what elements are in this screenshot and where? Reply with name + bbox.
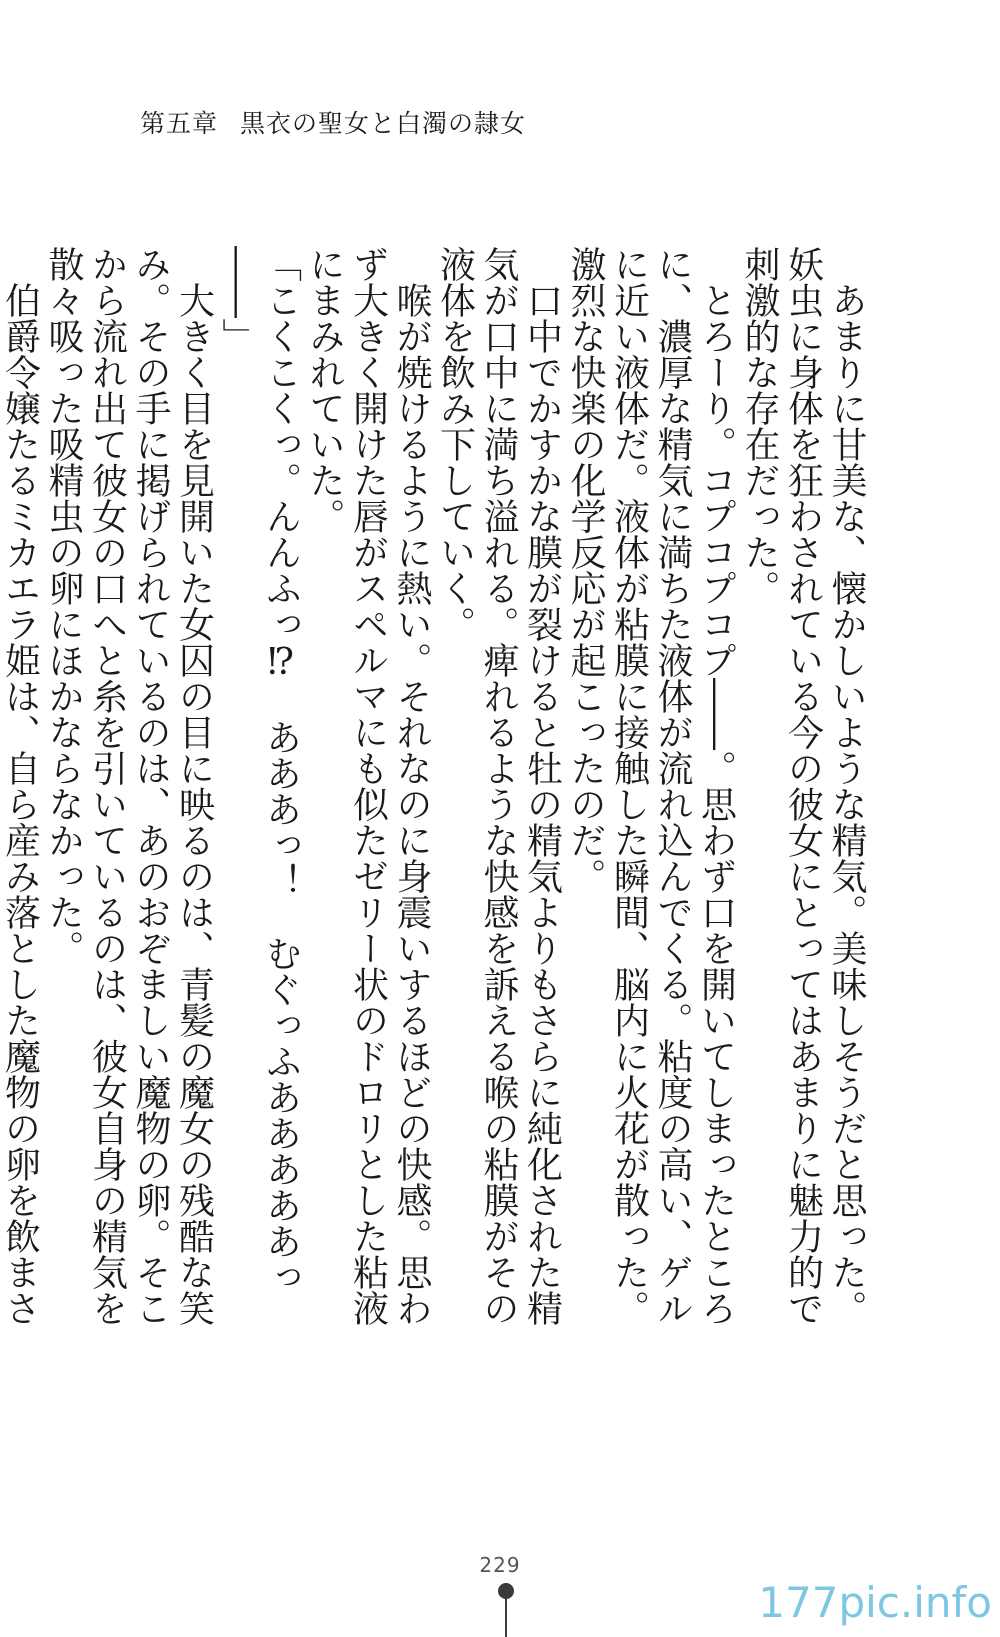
chapter-number: 第五章 <box>140 109 219 138</box>
chapter-header <box>140 104 526 140</box>
paragraph: 口中でかすかな膜が裂けると牡の精気よりもさらに純化された精気が口中に満ち溢れる。痺れるような快感を訴える喉の粘膜がその液体を飲み下していく。 <box>434 246 563 1326</box>
paragraph: あまりに甘美な、懐かしいような精気。美味しそうだと思った。妖虫に身体を狂わされている今の彼女にとってはあまりに魅力的で刺激的な存在だった。 <box>739 246 867 1326</box>
page-marker-line <box>505 1597 507 1637</box>
vertical-text-body <box>0 246 868 1326</box>
watermark: 177pic.info <box>758 1578 992 1627</box>
dialogue-paragraph: 「こくこくっ。んんふっ⁉ あああっ！ むぐっふあああああっ――」 <box>217 246 302 1295</box>
paragraph: 大きく目を見開いた女囚の目に映るのは、青髪の魔女の残酷な笑み。その手に掲げられているのは、あのおぞましい魔物の卵。そこから流れ出て彼女の口へと糸を引いているのは、彼女自身の精気を散々吸った吸精虫の卵にほかならなかった。 <box>43 246 215 1326</box>
paragraph: 伯爵令嬢たるミカエラ姫は、自ら産み落とした魔物の卵を飲まさ <box>0 282 41 1326</box>
chapter-title: 黒衣の聖女と白濁の隷女 <box>240 109 527 138</box>
paragraph: とろーり。コプコプコプ――。思わず口を開いてしまったところに、濃厚な精気に満ちた液体が流れ込んでくる。粘度の高い、ゲルに近い液体だ。液体が粘膜に接触した瞬間、脳内に火花が散った。激烈な快楽の化学反応が起こったのだ。 <box>565 246 737 1326</box>
paragraph: 喉が焼けるように熱い。それなのに身震いするほどの快感。思わず大きく開けた唇がスペルマにも似たゼリー状のドロリとした粘液にまみれていた。 <box>304 246 432 1326</box>
page-number: 229 <box>479 1553 521 1577</box>
